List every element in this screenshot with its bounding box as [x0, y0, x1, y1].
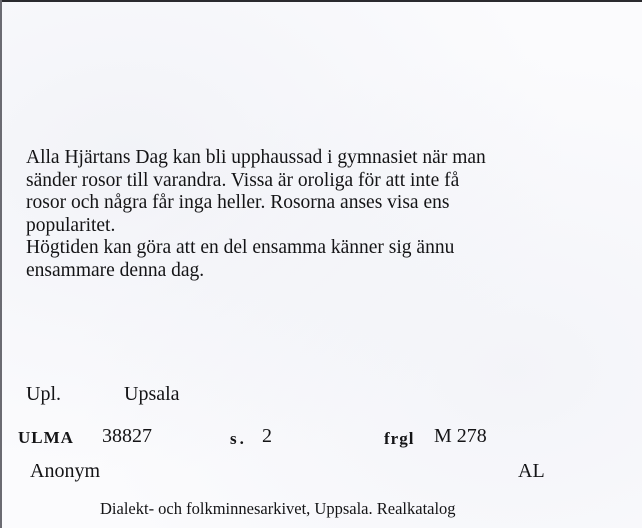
card-top-border: [0, 0, 642, 2]
informant-name: Anonym: [30, 460, 100, 482]
questionnaire-label: frgl: [384, 429, 415, 448]
body-line: rosor och några får inga heller. Rosorna anses visa ens: [26, 192, 450, 214]
page-label: s.: [230, 429, 247, 448]
archive-footer: Dialekt- och folkminnesarkivet, Uppsala. Realkatalog: [100, 499, 456, 518]
province-code: Upl.: [26, 383, 61, 405]
card-left-border: [0, 0, 2, 528]
questionnaire-number: M 278: [434, 425, 487, 447]
body-line: Alla Hjärtans Dag kan bli upphaussad i gymnasiet när man: [26, 147, 486, 168]
card-body-text: [26, 147, 626, 283]
recorder-initials: AL: [518, 460, 545, 482]
body-line: ensammare denna dag.: [26, 259, 205, 281]
page-number: 2: [262, 425, 272, 447]
place-name: Upsala: [124, 383, 180, 405]
archive-label: ULMA: [18, 428, 74, 447]
archive-number: 38827: [102, 425, 152, 447]
body-line: popularitet.: [26, 214, 116, 236]
body-line: sänder rosor till varandra. Vissa är oroliga för att inte få: [26, 169, 460, 191]
body-line: Högtiden kan göra att en del ensamma känner sig ännu: [26, 237, 455, 259]
